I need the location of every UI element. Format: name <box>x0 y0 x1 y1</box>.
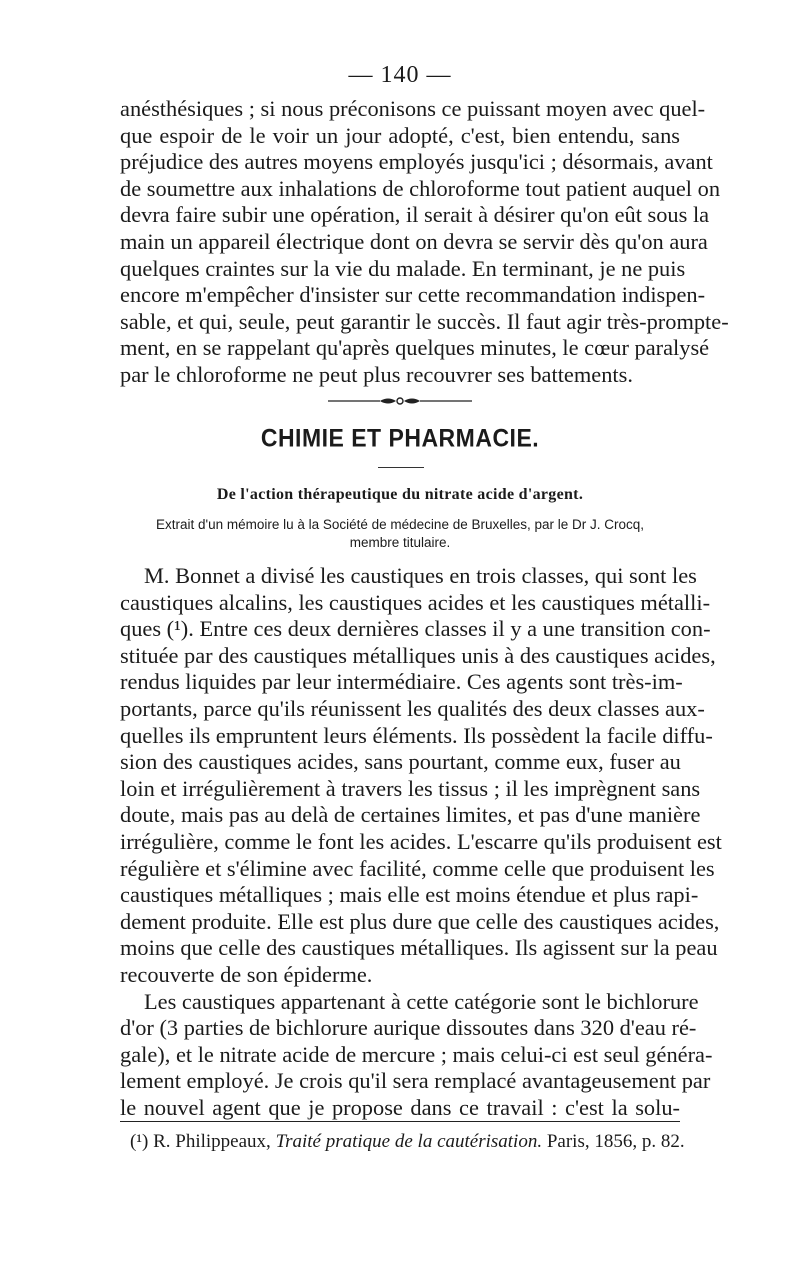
text-line: devra faire subir une opération, il serait à désirer qu'on eût sous la <box>120 202 710 228</box>
article-source-line: Extrait d'un mémoire lu à la Société de médecine de Bruxelles, par le Dr J. Crocq, <box>155 517 645 532</box>
section-title: CHIMIE ET PHARMACIE. <box>260 423 540 452</box>
text-line: moins que celle des caustiques métalliques. Ils agissent sur la peau <box>120 935 718 961</box>
section-divider <box>378 467 424 468</box>
text-line: doute, mais pas au delà de certaines limites, et pas d'une manière <box>120 802 701 828</box>
text-line: sion des caustiques acides, sans pourtant, comme eux, fuser au <box>120 749 681 775</box>
text-line: anésthésiques ; si nous préconisons ce puissant moyen avec quel- <box>120 96 706 121</box>
footnote-divider <box>120 1121 680 1122</box>
text-line: sable, et qui, seule, peut garantir le succès. Il faut agir très-prompte- <box>120 308 729 334</box>
text-line: loin et irrégulièrement à travers les tissus ; il les imprègnent sans <box>120 775 701 801</box>
text-line: que espoir de le voir un jour adopté, c'est, bien entendu, sans <box>120 122 680 148</box>
text-line: rendus liquides par leur intermédiaire. Ces agents sont très-im- <box>120 669 683 695</box>
text-line: gale), et le nitrate acide de mercure ; mais celui-ci est seul généra- <box>120 1041 713 1067</box>
article-title: De l'action thérapeutique du nitrate acide d'argent. <box>216 486 584 503</box>
text-line: régulière et s'élimine avec facilité, comme celle que produisent les <box>120 855 715 881</box>
text-line: le nouvel agent que je propose dans ce travail : c'est la solu- <box>120 1094 680 1120</box>
text-line: dement produite. Elle est plus dure que celle des caustiques acides, <box>120 908 720 934</box>
text-line: de soumettre aux inhalations de chloroforme tout patient auquel on <box>120 175 721 201</box>
footnote <box>130 1130 690 1154</box>
text-line: ques (¹). Entre ces deux dernières classes il y a une transition con- <box>120 616 711 642</box>
footnote-title: Traité pratique de la cautérisation. <box>275 1131 543 1152</box>
text-line: caustiques alcalins, les caustiques acides et les caustiques métalli- <box>120 589 711 615</box>
footnote-publication: Paris, 1856, p. 82. <box>546 1131 685 1152</box>
footnote-author: R. Philippeaux, <box>153 1131 271 1152</box>
text-line: ment, en se rappelant qu'après quelques minutes, le cœur paralysé <box>120 335 710 361</box>
text-line: par le chloroforme ne peut plus recouvrer ses battements. <box>120 361 633 387</box>
section-ornament <box>328 394 472 408</box>
paragraph-anesthesia <box>120 96 729 389</box>
text-line: Les caustiques appartenant à cette catégorie sont le bichlorure <box>144 988 699 1014</box>
text-line: quelles ils empruntent leurs éléments. Ils possèdent la facile diffu- <box>120 722 713 748</box>
page-number: — 140 — <box>348 62 452 88</box>
text-line: caustiques métalliques ; mais elle est moins étendue et plus rapi- <box>120 882 699 908</box>
text-line: lement employé. Je crois qu'il sera remplacé avantageusement par <box>120 1068 711 1094</box>
article-source <box>110 516 690 552</box>
footnote-marker: (¹) <box>130 1131 149 1152</box>
text-line: stituée par des caustiques métalliques unis à des caustiques acides, <box>120 642 716 668</box>
text-line: irrégulière, comme le font les acides. L'escarre qu'ils produisent est <box>120 828 722 854</box>
article-body <box>120 563 722 1121</box>
text-line: d'or (3 parties de bichlorure aurique dissoutes dans 320 d'eau ré- <box>120 1015 697 1041</box>
article-source-line: membre titulaire. <box>349 535 451 550</box>
text-line: main un appareil électrique dont on devra se servir dès qu'on aura <box>120 228 708 254</box>
text-line: M. Bonnet a divisé les caustiques en trois classes, qui sont les <box>144 563 697 588</box>
text-line: encore m'empêcher d'insister sur cette recommandation indispen- <box>120 282 706 308</box>
text-line: recouverte de son épiderme. <box>120 961 373 987</box>
text-line: préjudice des autres moyens employés jusqu'ici ; désormais, avant <box>120 149 713 175</box>
text-line: portants, parce qu'ils réunissent les qualités des deux classes aux- <box>120 695 705 721</box>
text-line: quelques craintes sur la vie du malade. En terminant, je ne puis <box>120 255 686 281</box>
